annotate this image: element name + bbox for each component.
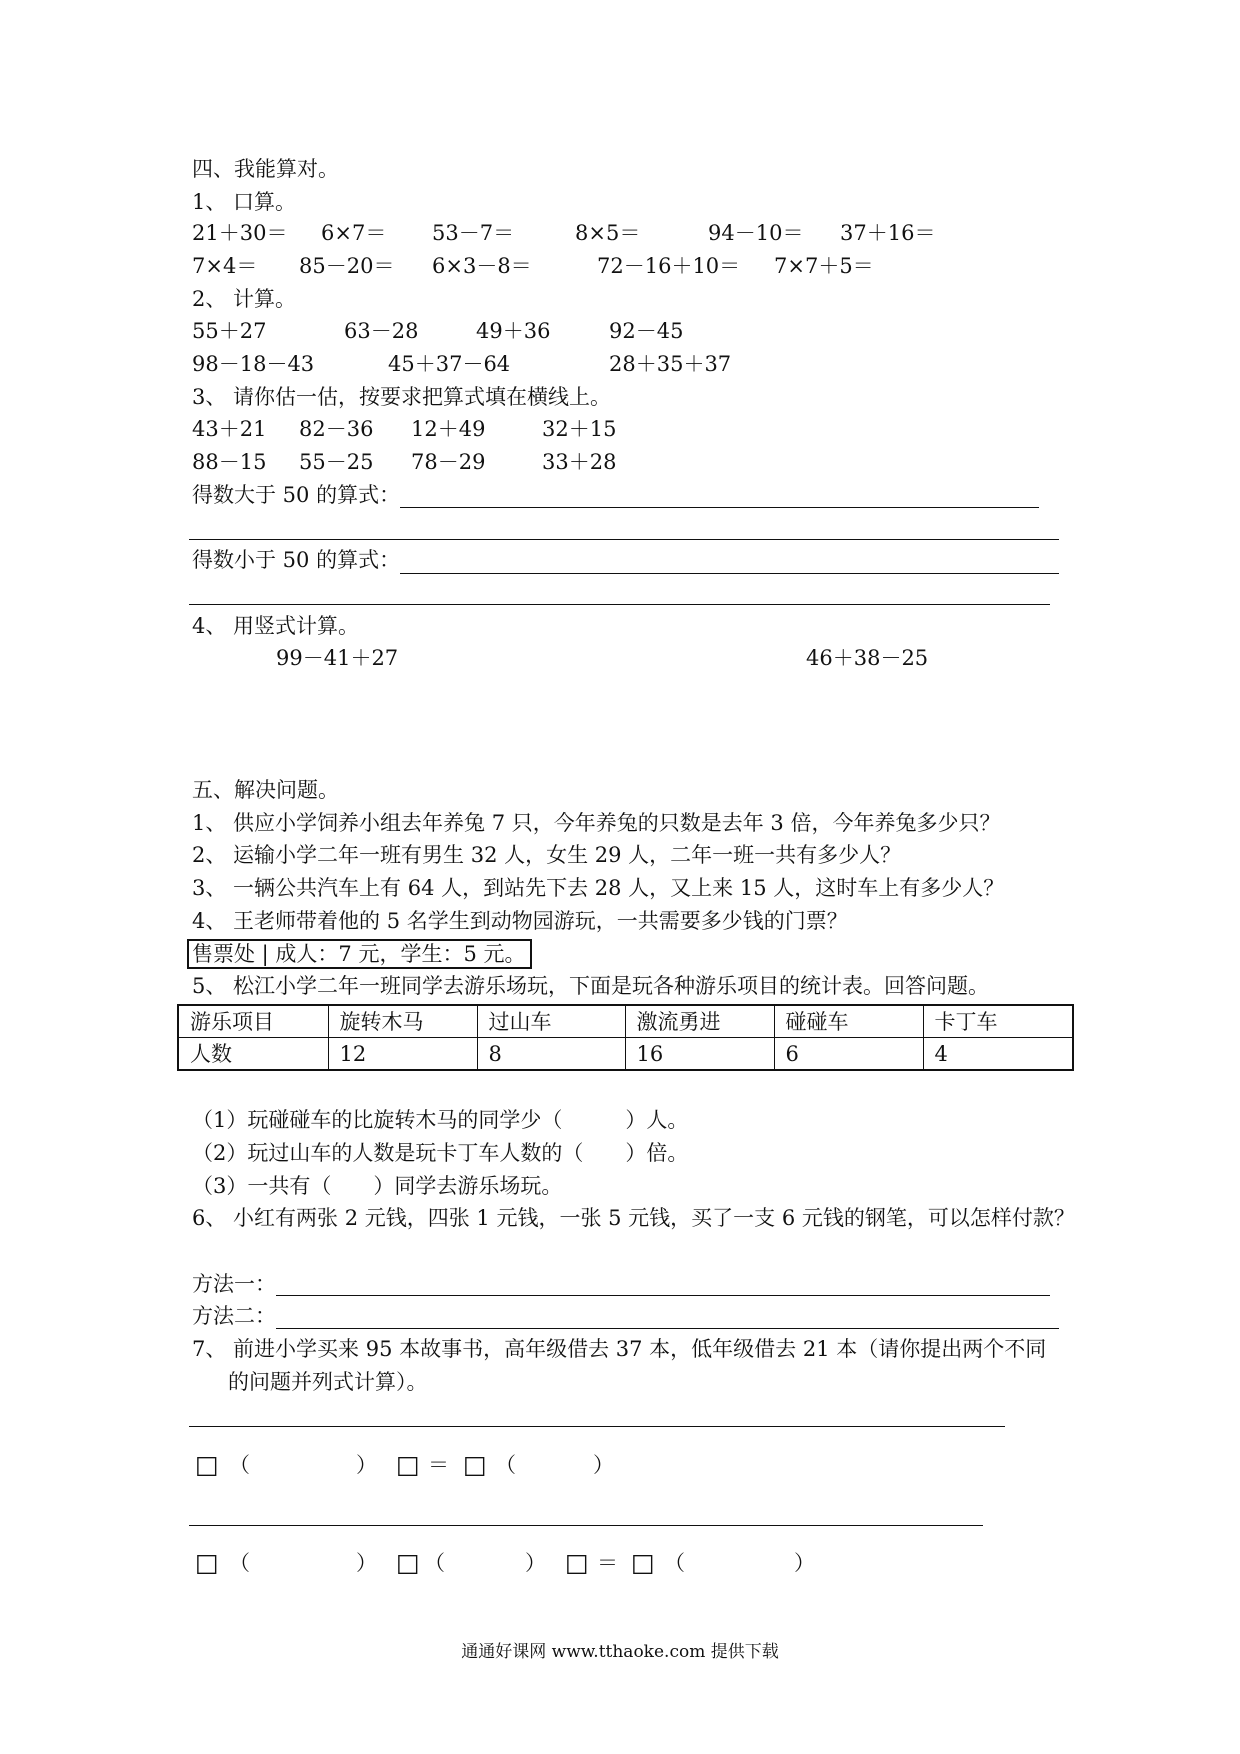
close-paren: ） [356, 1551, 377, 1575]
oral-calc-item: 94－10＝ [708, 221, 804, 245]
open-paren: （ [229, 1551, 250, 1575]
blank-box: □ [631, 1548, 655, 1577]
blank-box: □ [565, 1548, 589, 1577]
answer-blank-line [400, 507, 1039, 508]
method-2-label: 方法二： [192, 1304, 276, 1328]
vertical-calc-label: 4、 用竖式计算。 [192, 614, 360, 638]
table-header-cell: 激流勇进 [625, 1005, 774, 1038]
calculation-item: 92－45 [609, 319, 684, 343]
blank-box: □ [463, 1450, 487, 1479]
oral-calc-label: 1、 口算。 [192, 190, 297, 214]
estimate-label: 3、 请你估一估，按要求把算式填在横线上。 [192, 385, 612, 409]
close-paren: ） [794, 1551, 815, 1575]
estimate-item: 43＋21 [192, 417, 267, 441]
problem-4: 4、 王老师带着他的 5 名学生到动物园游玩，一共需要多少钱的门票？ [192, 909, 848, 933]
less-than-50-label: 得数小于 50 的算式： [192, 548, 401, 572]
table-cell: 人数 [178, 1038, 328, 1071]
problem-7: 7、 前进小学买来 95 本故事书，高年级借去 37 本，低年级借去 21 本（请你提出两个不同 [192, 1337, 1047, 1361]
equals-sign: ＝ [428, 1453, 449, 1477]
greater-than-50-label: 得数大于 50 的算式： [192, 483, 401, 507]
answer-blank-line [189, 604, 1050, 605]
ticket-price-box [187, 939, 532, 969]
open-paren: （ [229, 1453, 250, 1477]
calculation-item: 45＋37－64 [388, 352, 511, 376]
problem-3: 3、 一辆公共汽车上有 64 人，到站先下去 28 人，又上来 15 人，这时车上有多少人？ [192, 876, 1005, 900]
table-cell: 4 [923, 1038, 1073, 1071]
open-paren: （ [495, 1453, 516, 1477]
answer-blank-line [400, 573, 1059, 574]
blank-box: □ [195, 1450, 219, 1479]
calculation-item: 49＋36 [476, 319, 551, 343]
close-paren: ） [525, 1551, 546, 1575]
estimate-item: 82－36 [299, 417, 374, 441]
estimate-item: 78－29 [411, 450, 486, 474]
oral-calc-item: 72－16＋10＝ [597, 254, 741, 278]
problem-2: 2、 运输小学二年一班有男生 32 人，女生 29 人，二年一班一共有多少人？ [192, 843, 902, 867]
oral-calc-item: 21＋30＝ [192, 221, 288, 245]
calculation-item: 63－28 [344, 319, 419, 343]
answer-blank-line [276, 1295, 1050, 1296]
table-header-cell: 旋转木马 [328, 1005, 477, 1038]
section-4-title: 四、我能算对。 [192, 157, 339, 181]
oral-calc-item: 53－7＝ [432, 221, 515, 245]
table-cell: 6 [774, 1038, 923, 1071]
answer-blank-line [189, 539, 1059, 540]
oral-calc-item: 8×5＝ [575, 221, 641, 245]
vertical-calc-item: 46＋38－25 [806, 646, 929, 670]
answer-blank-line [189, 1525, 983, 1526]
table-cell: 12 [328, 1038, 477, 1071]
calculation-label: 2、 计算。 [192, 287, 297, 311]
oral-calc-item: 85－20＝ [299, 254, 395, 278]
calculation-item: 55＋27 [192, 319, 267, 343]
oral-calc-item: 37＋16＝ [840, 221, 936, 245]
problem-1: 1、 供应小学饲养小组去年养兔 7 只，今年养兔的只数是去年 3 倍，今年养兔多少只？ [192, 811, 1001, 835]
estimate-item: 33＋28 [542, 450, 617, 474]
close-paren: ） [593, 1453, 614, 1477]
problem-5: 5、 松江小学二年一班同学去游乐场玩，下面是玩各种游乐项目的统计表。回答问题。 [192, 974, 990, 998]
method-1-label: 方法一： [192, 1272, 276, 1296]
answer-blank-line [189, 1426, 1005, 1427]
ticket-price-text: 售票处 | 成人：7 元，学生：5 元。 [192, 942, 526, 966]
sub-question-2: （2）玩过山车的人数是玩卡丁车人数的（ ）倍。 [192, 1141, 689, 1165]
table-header-cell: 碰碰车 [774, 1005, 923, 1038]
oral-calc-item: 7×4＝ [192, 254, 258, 278]
estimate-item: 32＋15 [542, 417, 617, 441]
table-header-cell: 卡丁车 [923, 1005, 1073, 1038]
open-paren: （ [424, 1551, 445, 1575]
table-cell: 16 [625, 1038, 774, 1071]
page-footer: 通通好课网 www.tthaoke.com 提供下载 [461, 1642, 779, 1662]
sub-question-3: （3）一共有（ ）同学去游乐场玩。 [192, 1174, 563, 1198]
calculation-item: 28＋35＋37 [609, 352, 732, 376]
equals-sign: ＝ [597, 1551, 618, 1575]
oral-calc-item: 6×3－8＝ [432, 254, 532, 278]
oral-calc-item: 7×7＋5＝ [774, 254, 874, 278]
problem-7-continued: 的问题并列式计算）。 [228, 1370, 428, 1394]
problem-6: 6、 小红有两张 2 元钱，四张 1 元钱，一张 5 元钱，买了一支 6 元钱的钢笔，可以怎样付款？ [192, 1206, 1075, 1230]
table-header-row [178, 1005, 1073, 1038]
table-header-cell: 过山车 [477, 1005, 625, 1038]
open-paren: （ [664, 1551, 685, 1575]
table-header-cell: 游乐项目 [178, 1005, 328, 1038]
vertical-calc-item: 99－41＋27 [276, 646, 399, 670]
oral-calc-item: 6×7＝ [321, 221, 387, 245]
blank-box: □ [195, 1548, 219, 1577]
section-5-title: 五、解决问题。 [192, 778, 339, 802]
close-paren: ） [356, 1453, 377, 1477]
amusement-stats-table [177, 1004, 1074, 1071]
estimate-item: 55－25 [299, 450, 374, 474]
blank-box: □ [396, 1548, 420, 1577]
calculation-item: 98－18－43 [192, 352, 315, 376]
table-cell: 8 [477, 1038, 625, 1071]
sub-question-1: （1）玩碰碰车的比旋转木马的同学少（ ）人。 [192, 1108, 689, 1132]
estimate-item: 88－15 [192, 450, 267, 474]
table-row [178, 1038, 1073, 1071]
answer-blank-line [276, 1328, 1059, 1329]
blank-box: □ [396, 1450, 420, 1479]
estimate-item: 12＋49 [411, 417, 486, 441]
